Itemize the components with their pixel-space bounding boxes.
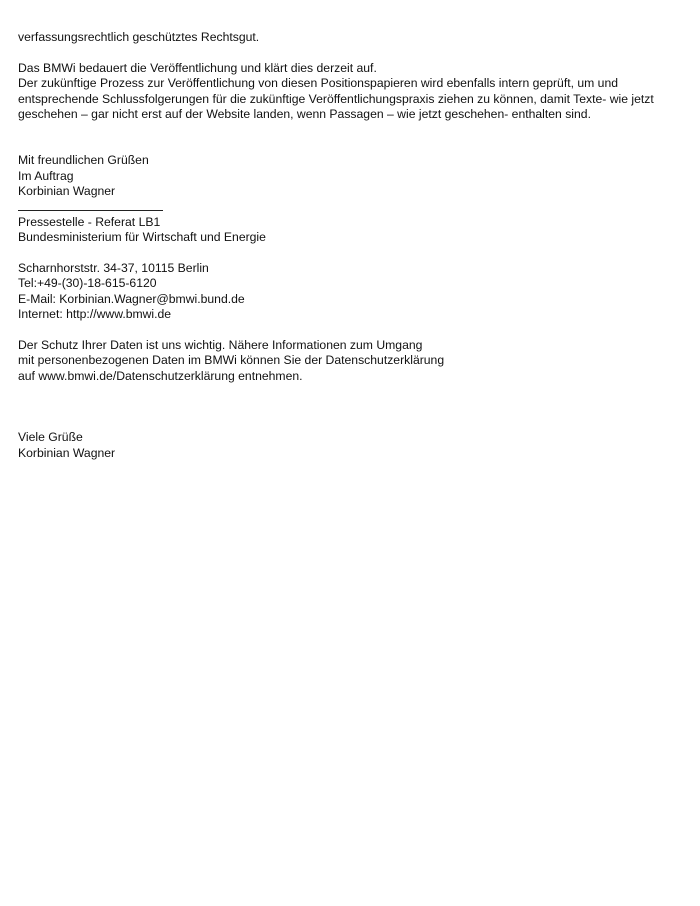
signature-department: Pressestelle - Referat LB1 [18, 214, 161, 229]
closing-role: Im Auftrag [18, 168, 74, 183]
signature-internet[interactable]: Internet: http://www.bmwi.de [18, 307, 172, 322]
signature-block [18, 215, 688, 323]
signature-address: Scharnhorststr. 34-37, 10115 Berlin [18, 260, 209, 275]
final-name: Korbinian Wagner [18, 445, 116, 460]
final-greeting: Viele Grüße [18, 430, 83, 445]
signature-email[interactable]: E-Mail: Korbinian.Wagner@bmwi.bund.de [18, 291, 245, 306]
final-signoff [18, 430, 688, 461]
signature-phone: Tel:+49-(30)-18-615-6120 [18, 276, 157, 291]
closing-name: Korbinian Wagner [18, 183, 116, 198]
privacy-line: auf www.bmwi.de/Datenschutzerklärung entnehmen. [18, 368, 303, 383]
signature-ministry: Bundesministerium für Wirtschaft und Energie [18, 230, 266, 245]
intro-line: verfassungsrechtlich geschütztes Rechtsgut. [18, 30, 260, 44]
closing-greeting: Mit freundlichen Grüßen [18, 153, 149, 168]
statement-line: Das BMWi bedauert die Veröffentlichung und klärt dies derzeit auf. [18, 60, 377, 75]
signature-divider [18, 199, 688, 214]
closing-block [18, 153, 688, 199]
email-document [18, 30, 688, 461]
privacy-line: mit personenbezogenen Daten im BMWi können Sie der Datenschutzerklärung [18, 353, 445, 368]
privacy-notice [18, 338, 688, 384]
statement-line: Der zukünftige Prozess zur Veröffentlichung von diesen Positionspapieren wird ebenfalls intern geprüft, um und [18, 76, 619, 91]
privacy-line: Der Schutz Ihrer Daten ist uns wichtig. Nähere Informationen zum Umgang [18, 337, 423, 352]
statement-line: geschehen – gar nicht erst auf der Website landen, wenn Passagen – wie jetzt geschehen- enthalten sind. [18, 106, 591, 121]
statement-line: entsprechende Schlussfolgerungen für die zukünftige Veröffentlichungspraxis ziehen zu können, damit Texte- wie jetzt [18, 91, 654, 106]
statement-paragraph [18, 61, 688, 123]
